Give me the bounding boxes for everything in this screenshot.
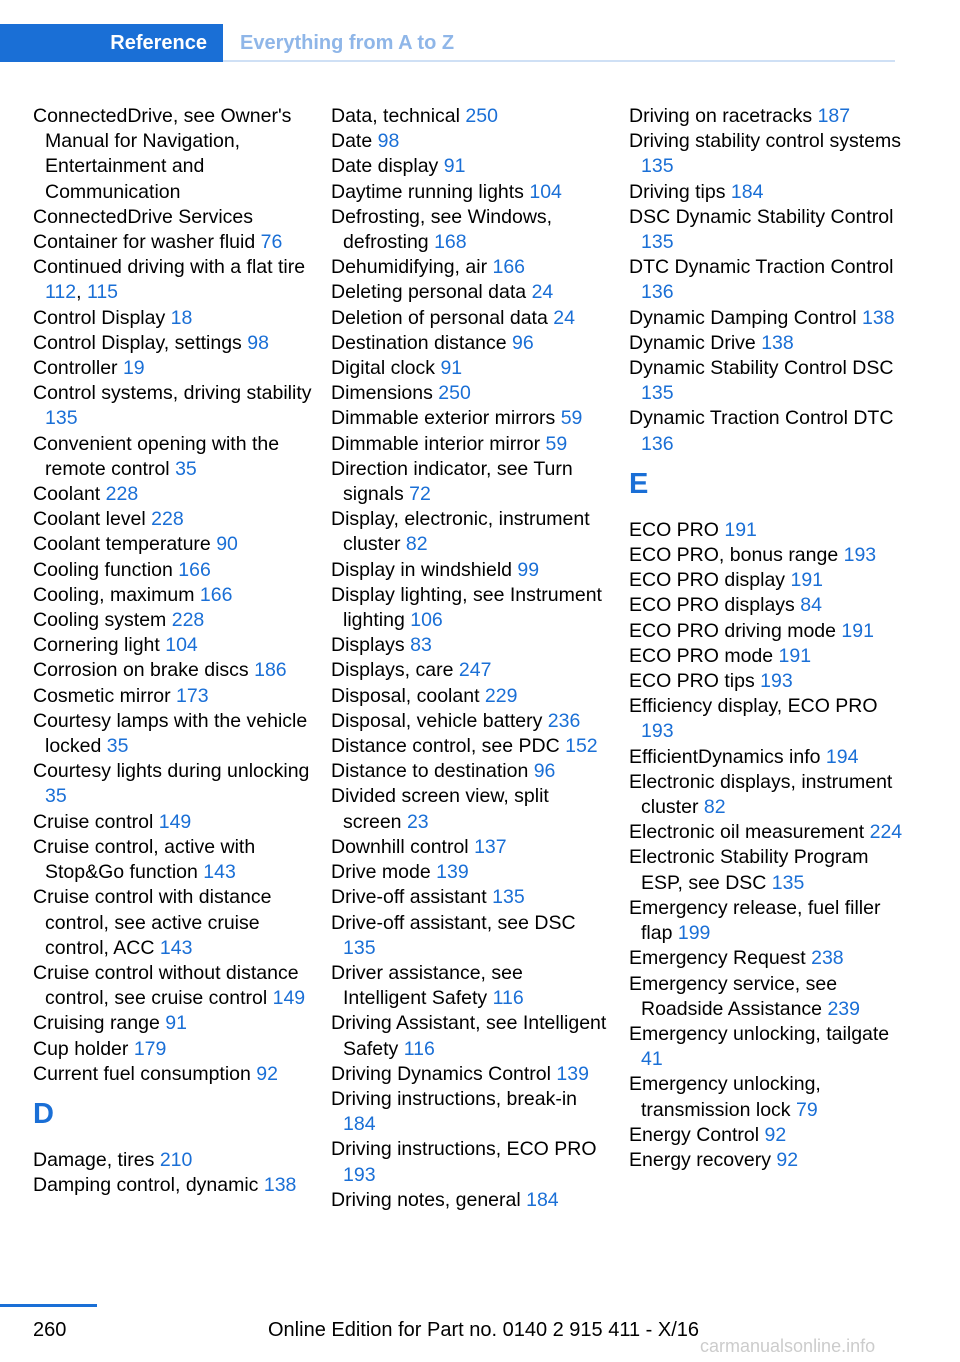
index-entry (629, 1148, 909, 1173)
index-entry (33, 709, 313, 759)
index-entry (629, 593, 909, 618)
page-reference-link[interactable]: 194 (825, 745, 859, 768)
page-header (0, 0, 960, 62)
page-reference-link[interactable]: 24 (553, 306, 575, 329)
index-entry (331, 255, 611, 280)
index-entry (629, 946, 909, 971)
index-entry-text: Corrosion on brake discs (33, 659, 255, 682)
index-entry-text: Driving stability control systems (629, 130, 901, 153)
index-entry (331, 1188, 611, 1213)
index-entry (629, 205, 909, 255)
page-reference-link[interactable]: 92 (764, 1123, 787, 1146)
index-entry-text: Control systems, driving stability (33, 382, 312, 405)
page-number: 260 (33, 1319, 67, 1341)
index-entry (331, 1137, 611, 1187)
index-entry-text: Drive mode (331, 861, 437, 884)
index-entry-text: Coolant temperature (33, 533, 217, 556)
index-entry (331, 381, 611, 406)
index-entry-text: Cruise control (33, 810, 159, 833)
page-reference-link[interactable]: 247 (458, 659, 492, 682)
index-entry (629, 1072, 909, 1122)
index-entry (33, 608, 313, 633)
index-entry-text: Emergency unlocking, tailgate (629, 1022, 890, 1045)
page-reference-link[interactable]: 138 (263, 1174, 297, 1197)
page-reference-link[interactable]: 136 (641, 281, 674, 304)
page-reference-link[interactable]: 193 (343, 1163, 376, 1186)
index-entry (629, 406, 909, 456)
page-reference-link[interactable]: 84 (800, 594, 822, 617)
page-reference-link[interactable]: 143 (159, 936, 193, 959)
index-entry-text: Emergency release, fuel filler flap (629, 896, 881, 945)
page-reference-link[interactable]: 96 (512, 331, 534, 354)
index-entry-text: Electronic oil measurement (629, 821, 870, 844)
index-entry (629, 845, 909, 895)
page-reference-link[interactable]: 250 (465, 105, 498, 127)
page-reference-link[interactable]: 193 (641, 720, 674, 743)
page-reference-link[interactable]: 18 (170, 306, 193, 329)
index-entry (33, 306, 313, 331)
page-reference-link[interactable]: 166 (199, 583, 233, 606)
index-entry (629, 255, 909, 305)
index-entry-text: Cosmetic mirror (33, 684, 177, 707)
index-entry-text: Disposal, vehicle battery (331, 709, 548, 732)
index-entry-text: Deletion of personal data (331, 306, 554, 329)
index-entry (629, 180, 909, 205)
index-entry (33, 1011, 313, 1036)
page-reference-link[interactable]: 184 (343, 1113, 376, 1136)
page-reference-link[interactable]: 149 (272, 987, 306, 1010)
index-entry (331, 658, 611, 683)
index-entry (33, 331, 313, 356)
index-entry (331, 860, 611, 885)
page-reference-link[interactable]: 184 (526, 1188, 559, 1211)
index-entry (629, 972, 909, 1022)
header-rule (223, 60, 895, 62)
index-entry-text: ECO PRO tips (629, 670, 761, 693)
index-entry (331, 406, 611, 431)
page-reference-link[interactable]: 138 (862, 306, 895, 329)
index-entry (629, 745, 909, 770)
index-entry-text: Digital clock (331, 357, 441, 380)
index-entry-text: Dynamic Damping Control (629, 306, 863, 329)
index-entry-text: Container for washer fluid (33, 231, 261, 254)
page-reference-link[interactable]: 96 (533, 760, 556, 783)
page-reference-link[interactable]: 35 (106, 735, 129, 758)
page-reference-link[interactable]: 35 (175, 457, 197, 480)
page-reference-link[interactable]: 199 (677, 922, 711, 945)
index-entry-text: Damage, tires (33, 1148, 160, 1171)
page-reference-link[interactable]: 193 (843, 544, 877, 567)
index-entry (33, 507, 313, 532)
page-reference-link[interactable]: 179 (133, 1037, 167, 1060)
page-reference-link[interactable]: 104 (529, 180, 562, 203)
index-entry-text: Convenient opening with the remote control (33, 432, 280, 480)
index-entry (331, 356, 611, 381)
index-entry (331, 784, 611, 834)
index-entry-text: Dynamic Drive (629, 331, 762, 354)
index-entry (331, 306, 611, 331)
footer-edition: Online Edition for Part no. 0140 2 915 411 - X/16 (268, 1319, 700, 1341)
page-reference-link[interactable]: 41 (641, 1048, 663, 1071)
index-entry-text: Cruise control without distance control, see cruise control (33, 961, 299, 1010)
index-entry (629, 568, 909, 593)
page-reference-link[interactable]: 59 (560, 407, 583, 430)
page-reference-link[interactable]: 187 (817, 105, 851, 127)
index-entry-text: Deleting personal data (331, 281, 532, 304)
page-reference-link[interactable]: 98 (377, 130, 400, 153)
index-entry (331, 280, 611, 305)
index-entry (33, 1148, 313, 1173)
index-letter-heading: E (629, 467, 649, 500)
page-reference-link[interactable]: 250 (438, 382, 471, 405)
page-reference-link[interactable]: 79 (795, 1098, 818, 1121)
index-entry-text: Cooling, maximum (33, 583, 200, 606)
index-entry-text: Cup holder (33, 1037, 134, 1060)
index-entry-text: DSC Dynamic Stability Control (629, 205, 894, 228)
index-entry (331, 835, 611, 860)
index-entry-text: ConnectedDrive Services (33, 205, 254, 228)
index-entry (33, 532, 313, 557)
page-reference-link[interactable]: 224 (869, 821, 903, 844)
index-entry (33, 381, 313, 431)
index-entry-text: Dimmable exterior mirrors (331, 407, 561, 430)
page-reference-link[interactable]: 19 (122, 357, 145, 380)
index-entry-text: Cooling system (33, 609, 172, 632)
page-reference-link[interactable]: 35 (45, 785, 67, 808)
page-reference-link[interactable]: 166 (492, 256, 526, 279)
index-entry (629, 356, 909, 406)
page-reference-link[interactable]: 137 (474, 835, 507, 858)
page-reference-link[interactable]: 98 (247, 331, 269, 354)
index-entry (331, 457, 611, 507)
index-entry-text: Drive-off assistant, see DSC (331, 911, 576, 934)
index-entry (33, 684, 313, 709)
index-entry-text: Control Display (33, 306, 171, 329)
index-entry-text: Controller (33, 357, 123, 380)
index-entry (629, 104, 909, 129)
index-entry (33, 1173, 313, 1198)
page-reference-link[interactable]: 191 (790, 569, 824, 592)
page-reference-link[interactable]: 168 (434, 231, 467, 254)
index-entry (629, 669, 909, 694)
page-reference-link[interactable]: 139 (436, 861, 469, 884)
index-entry (33, 558, 313, 583)
index-entry-text: EfficientDynamics info (629, 745, 826, 768)
index-entry (33, 658, 313, 683)
page-reference-link[interactable]: 191 (778, 644, 812, 667)
page-reference-link[interactable]: 210 (159, 1148, 193, 1171)
index-entry-text: Display in windshield (331, 558, 518, 581)
page-reference-link[interactable]: 228 (151, 508, 184, 531)
page-separator: , (76, 281, 87, 304)
index-entry (629, 694, 909, 744)
index-entry (331, 154, 611, 179)
page-reference-link[interactable]: 23 (406, 810, 429, 833)
index-entry (629, 619, 909, 644)
index-entry (331, 911, 611, 961)
index-entry-text: ECO PRO, bonus range (629, 544, 844, 567)
index-entry-text: Defrosting, see Windows, defrosting (331, 205, 553, 254)
index-entry-text: Direction indicator, see Turn signals (331, 457, 573, 506)
page-reference-link[interactable]: 135 (771, 871, 805, 894)
index-entry (33, 230, 313, 255)
index-entry-text: Distance to destination (331, 760, 534, 783)
page-reference-link[interactable]: 135 (641, 231, 674, 254)
index-column-3 (629, 104, 909, 1173)
index-entry (331, 734, 611, 759)
index-entry-text: Dimensions (331, 382, 439, 405)
index-entry (331, 331, 611, 356)
page-reference-link[interactable]: 92 (256, 1062, 278, 1085)
page-reference-link[interactable]: 116 (403, 1037, 435, 1060)
index-entry (33, 759, 313, 809)
index-entry (629, 306, 909, 331)
index-entry (331, 205, 611, 255)
page-reference-link[interactable]: 184 (730, 180, 764, 203)
index-entry (331, 633, 611, 658)
index-entry-text: Dehumidifying, air (331, 256, 493, 279)
page-reference-link[interactable]: 173 (176, 684, 209, 707)
index-entry (33, 104, 313, 205)
page-reference-link[interactable]: 138 (761, 331, 794, 354)
index-entry (331, 684, 611, 709)
index-entry (33, 885, 313, 961)
index-entry-text: Control Display, settings (33, 331, 248, 354)
index-entry-text: Driving Assistant, see Intelligent Safety (331, 1012, 607, 1060)
index-entry (331, 1087, 611, 1137)
page-reference-link[interactable]: 152 (565, 735, 598, 758)
index-entry-text: Coolant (33, 483, 106, 506)
index-entry-text: Display, electronic, instrument cluster (331, 508, 590, 556)
page-reference-link[interactable]: 135 (641, 382, 674, 405)
page-reference-link[interactable]: 91 (165, 1012, 187, 1035)
index-entry-text: ConnectedDrive, see Owner's Manual for Navigation, Entertainment and Communication (33, 105, 292, 203)
index-entry-text: Electronic Stability Program ESP, see DSC (629, 846, 869, 894)
page-reference-link[interactable]: 186 (254, 659, 287, 682)
index-entry (33, 633, 313, 658)
page-reference-link[interactable]: 82 (703, 796, 726, 819)
page-reference-link[interactable]: 91 (443, 155, 466, 178)
page-reference-link[interactable]: 139 (556, 1062, 589, 1085)
index-entry (331, 507, 611, 557)
section-tab[interactable]: Reference (0, 24, 223, 62)
page-reference-link[interactable]: 135 (45, 407, 78, 430)
index-entry-text: Date (331, 130, 378, 153)
index-entry-text: DTC Dynamic Traction Control (629, 256, 894, 279)
page-reference-link[interactable]: 135 (492, 886, 525, 909)
page-reference-link[interactable]: 166 (178, 558, 211, 581)
index-entry-text: Driving instructions, ECO PRO (331, 1138, 597, 1161)
page-reference-link[interactable]: 99 (517, 558, 540, 581)
index-entry (629, 518, 909, 543)
index-entry (33, 432, 313, 482)
index-entry (33, 835, 313, 885)
index-entry-text: ECO PRO displays (629, 594, 801, 617)
chapter-title[interactable]: Everything from A to Z (240, 32, 455, 54)
index-entry-text: Cooling function (33, 558, 179, 581)
page-reference-link[interactable]: 229 (484, 684, 518, 707)
index-entry (331, 759, 611, 784)
index-entry (629, 331, 909, 356)
index-entry-text: Dimmable interior mirror (331, 432, 546, 455)
index-entry (331, 709, 611, 734)
page-reference-link[interactable]: 193 (760, 670, 793, 693)
index-entry-text: Destination distance (331, 331, 513, 354)
index-entry-text: Damping control, dynamic (33, 1174, 264, 1197)
index-entry-text: Cruise control with distance control, see active cruise control, ACC (33, 886, 272, 959)
index-entry-text: ECO PRO (629, 518, 725, 541)
index-entry-text: Cruise control, active with Stop&Go function (33, 835, 256, 884)
index-entry (33, 810, 313, 835)
page-reference-link[interactable]: 59 (545, 432, 568, 455)
index-entry-text: Date display (331, 155, 444, 178)
index-entry (33, 205, 313, 230)
index-entry (33, 583, 313, 608)
page-reference-link[interactable]: 91 (440, 357, 463, 380)
index-entry (331, 961, 611, 1011)
index-entry-text: Daytime running lights (331, 180, 530, 203)
index-entry-text: Distance control, see PDC (331, 735, 566, 758)
index-entry-text: Driving on racetracks (629, 105, 818, 127)
index-entry (331, 1062, 611, 1087)
index-entry-text: Emergency service, see Roadside Assistance (629, 972, 838, 1020)
index-entry-text: Courtesy lights during unlocking (33, 760, 310, 783)
page-reference-link[interactable]: 115 (86, 281, 119, 304)
page-reference-link[interactable]: 116 (492, 987, 524, 1010)
index-entry (629, 1022, 909, 1072)
index-entry-text: Energy recovery (629, 1148, 777, 1171)
index-entry (331, 1011, 611, 1061)
index-entry-text: Divided screen view, split screen (331, 785, 549, 833)
index-entry-text: Electronic displays, instrument cluster (629, 770, 893, 819)
page-reference-link[interactable]: 92 (776, 1148, 799, 1171)
page-reference-link[interactable]: 239 (827, 997, 860, 1020)
index-entry-text: Cruising range (33, 1012, 166, 1035)
index-entry-text: Continued driving with a flat tire (33, 256, 306, 279)
index-entry-text: Data, technical (331, 105, 466, 127)
page-reference-link[interactable]: 135 (641, 155, 674, 178)
page-reference-link[interactable]: 191 (724, 518, 757, 541)
index-entry-text: Disposal, coolant (331, 684, 485, 707)
page-reference-link[interactable]: 236 (547, 709, 581, 732)
index-entry-text: Courtesy lamps with the vehicle locked (33, 709, 308, 758)
page-reference-link[interactable]: 76 (260, 231, 283, 254)
index-entry (629, 770, 909, 820)
index-entry (629, 129, 909, 179)
index-entry-text: Emergency Request (629, 947, 812, 970)
index-entry (33, 482, 313, 507)
index-entry-text: Driving tips (629, 180, 731, 203)
index-entry (629, 1123, 909, 1148)
index-entry-text: Driving Dynamics Control (331, 1062, 557, 1085)
index-entry (331, 104, 611, 129)
index-entry (331, 180, 611, 205)
index-entry-text: Coolant level (33, 508, 152, 531)
index-entry (331, 558, 611, 583)
index-entry-text: ECO PRO display (629, 569, 791, 592)
index-entry-text: Driver assistance, see Intelligent Safety (331, 961, 523, 1010)
index-entry (629, 543, 909, 568)
index-entry-text: Dynamic Stability Control DSC (629, 357, 894, 380)
index-entry-text: Energy Control (629, 1123, 765, 1146)
page-reference-link[interactable]: 24 (531, 281, 554, 304)
page-reference-link[interactable]: 90 (216, 533, 238, 556)
index-entry (331, 885, 611, 910)
index-entry-text: Dynamic Traction Control DTC (629, 407, 894, 430)
watermark: carmanualsonline.info (700, 1336, 876, 1356)
index-entry-text: Displays, care (331, 659, 459, 682)
index-entry-text: Emergency unlocking, transmission lock (629, 1073, 821, 1121)
page-reference-link[interactable]: 104 (165, 634, 198, 657)
page-reference-link[interactable]: 106 (410, 609, 443, 632)
index-entry-text: Current fuel consumption (33, 1062, 257, 1085)
page-reference-link[interactable]: 228 (105, 483, 139, 506)
index-entry-text: Drive-off assistant (331, 886, 493, 909)
page-reference-link[interactable]: 135 (343, 936, 376, 959)
index-column-1 (33, 104, 313, 1198)
page-reference-link[interactable]: 228 (171, 609, 205, 632)
index-entry (33, 961, 313, 1011)
index-entry-text: ECO PRO mode (629, 644, 779, 667)
page-reference-link[interactable]: 82 (405, 533, 428, 556)
index-entry-text: ECO PRO driving mode (629, 619, 842, 642)
index-entry-text: Driving notes, general (331, 1188, 527, 1211)
index-entry-text: Driving instructions, break-in (331, 1087, 578, 1110)
page-reference-link[interactable]: 112 (45, 281, 77, 304)
index-entry (629, 820, 909, 845)
index-entry (629, 644, 909, 669)
index-column-2 (331, 104, 611, 1213)
index-entry-text: Efficiency display, ECO PRO (629, 695, 878, 718)
index-entry (331, 583, 611, 633)
page-number-rule (0, 1304, 97, 1307)
index-entry-text: Displays (331, 634, 411, 657)
index-entry (33, 1062, 313, 1087)
index-entry-text: Cornering light (33, 634, 166, 657)
index-entry (33, 1037, 313, 1062)
page-reference-link[interactable]: 136 (641, 432, 674, 455)
index-entry-text: Downhill control (331, 835, 475, 858)
index-entry (33, 356, 313, 381)
index-entry (33, 255, 313, 305)
page-reference-link[interactable]: 238 (811, 947, 844, 970)
index-entry-text: Display lighting, see Instrument lighting (331, 583, 602, 632)
index-letter-heading: D (33, 1097, 54, 1130)
page-reference-link[interactable]: 72 (409, 483, 431, 506)
index-entry (331, 129, 611, 154)
index-entry (629, 896, 909, 946)
page-reference-link[interactable]: 149 (158, 810, 192, 833)
page-reference-link[interactable]: 191 (841, 619, 874, 642)
index-entry (331, 432, 611, 457)
page-reference-link[interactable]: 83 (410, 634, 432, 657)
page-reference-link[interactable]: 143 (203, 861, 236, 884)
